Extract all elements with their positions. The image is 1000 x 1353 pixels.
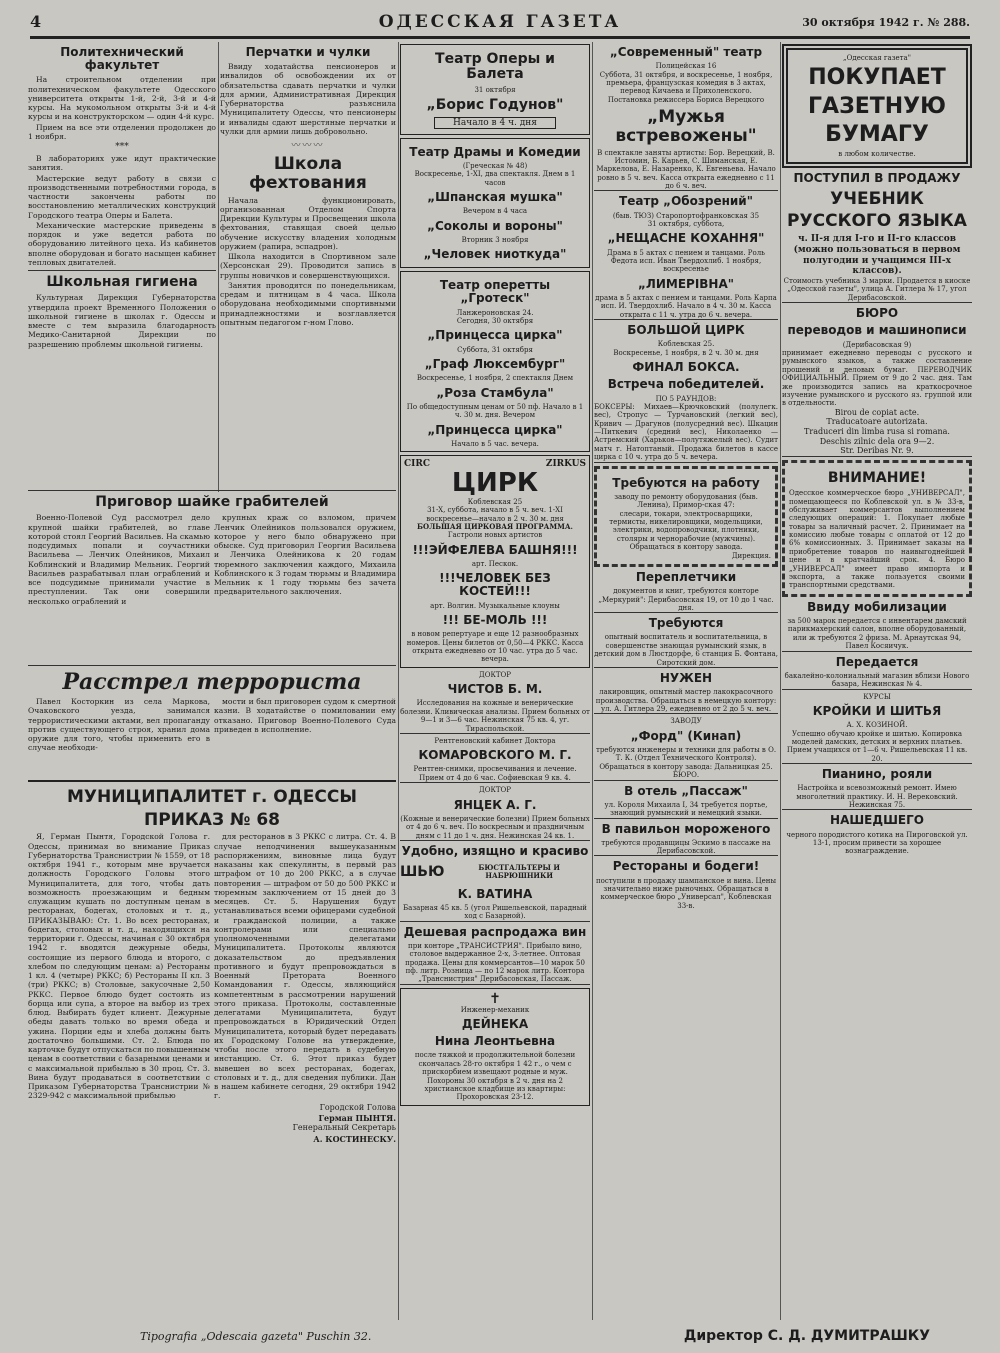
ad-textbook [782, 172, 972, 303]
show-title: „Шпанская мушка" [427, 189, 563, 204]
ad-universal-bureau [782, 460, 972, 597]
ad-title: Театр Оперы и Балета [435, 51, 555, 83]
ad-text: БОКСЕРЫ: Михаев—Крючковский (полулегк. вес), Стропус — Турчановский (легкий вес), Кривич — Драгунов (полусредний вес). Шкацин—Питкевич (средний вес), Николаенко — Астремский (Харьков—полутяжелый вес). Судит матч г. Натоптаный. Продажа билетов в кассе цирка с 10 ч. утра до 5 ч. вечера. [594, 402, 778, 462]
ad-text: БЮСТГАЛЬТЕРЫ И НАБРЮШНИКИ [478, 863, 560, 881]
ad-text: Стоимость учебника 3 марки. Продается в киоске „Одесской газеты", улица А. Гитлера № 17, угол Дерибасовской. [783, 277, 971, 302]
ad-text: Полицейская 16 [655, 62, 717, 71]
ad-text: ДОКТОР [479, 670, 511, 679]
show-title: „Роза Стамбула" [436, 385, 554, 400]
ad-text: БОЛЬШАЯ ЦИРКОВАЯ ПРОГРАММА. [417, 521, 573, 531]
ad-restaurants [594, 860, 778, 910]
ad-text: (Греческая № 48) [462, 161, 528, 170]
paragraph: Военно-Полевой Суд рассмотрел дело крупной шайки грабителей, во главе которой стоял Георгий Васильев. На скамью подсудимых попали и соучастники Васильева — Ленчик Олейников, Михаил Коблинский и Владимир Мельник. Георгий Васильев разрабатывал план ограблений и все подсудимые принимали участие в преступлении. Так они совершили несколько ограблений и [28, 513, 210, 606]
article-polytechnic [28, 46, 216, 267]
ad-text: „Одесская газета" [843, 54, 911, 62]
ad-title: Театр „Обозрений" [619, 194, 753, 209]
ad-title: В павильон мороженого [601, 821, 771, 836]
ad-jobs-factory [594, 466, 778, 567]
ad-text: Traduceri din limba rusa si romana. [804, 426, 950, 436]
article-title: Школа фехтования [249, 154, 367, 193]
ad-text: Traducatoare autorizata. [826, 417, 928, 427]
show-title: !!!ЧЕЛОВЕК БЕЗ КОСТЕЙ!!! [439, 571, 551, 599]
ad-text: Гастроли новых артистов [447, 531, 543, 540]
ad-text: арт. Пескок. [471, 559, 519, 568]
ad-title: РУССКОГО ЯЗЫКА [787, 211, 967, 232]
ad-title: ПОСТУПИЛ В ПРОДАЖУ [793, 171, 961, 186]
issue-date: 30 октября 1942 г. № 288. [802, 16, 970, 29]
ad-text: А. Х. КОЗИНОЙ. [846, 721, 908, 730]
ad-text: заводу по ремонту оборудования (быв. Ленина), Примор-ская 47: [614, 492, 758, 510]
show-title: „НЕЩАСНЕ КОХАННЯ" [607, 231, 765, 246]
ad-text: ZIRKUS [545, 459, 586, 470]
paragraph: крупных краж со взломом, причем Ленчик Олейников пользовался оружием, которое у него было обнаружено при обыске. Суд приговорил Георгия Васильева и Ленчика Олейникова к 20 годам тюремного заключения каждого, Михаила Коблинского к 3 годам тюрьмы и Владимира Мельник к 1 году тюрьмы без зачета предварительного заключения. [214, 513, 396, 597]
ad-text: В спектакле заняты артисты: Бор. Верецкий, В. Истомин, Б. Карьев, С. Шиманская, Е. Маркелова, Е. Назаренко, К. Евгеньева. Начало ровно в 5 ч. веч. Касса открыта ежедневно с 11 до 6 ч. веч. [596, 148, 776, 191]
ad-text: Вторник 3 ноября [461, 235, 529, 244]
ad-text: Успешно обучаю кройке и шитью. Копировка моделей дамских, детских и верхних платьев. Прием учащихся от 1—6 ч. Ришельевская 11 кв. 20. [786, 729, 968, 763]
ad-text: По общедоступным ценам от 50 пф. Начало в 1 ч. 30 м. дня. Вечером [406, 402, 584, 420]
ad-text: Постановка режиссера Бориса Верецкого [607, 95, 765, 104]
order-title: МУНИЦИПАЛИТЕТ г. ОДЕССЫ [67, 787, 357, 807]
ad-doctor-chistov [400, 671, 590, 734]
ad-text: 31-X, суббота, начало в 5 ч. веч. 1-XI воскресенье—начало в 2 ч. 30 м. дня [426, 506, 564, 523]
column-1 [28, 42, 216, 487]
article-robbers [28, 490, 396, 663]
ad-title: Переплетчики [635, 569, 737, 584]
ad-title: ЧИСТОВ Б. М. [447, 682, 543, 697]
ad-title: НУЖЕН [659, 671, 713, 686]
show-title: !!! БЕ-МОЛЬ !!! [442, 613, 548, 628]
ad-wine [400, 926, 590, 985]
ad-text: Исследования на кожные и венерические болезни. Кливическая анализы. Прием больных от 9—1 и 3—6 час. Нежинская 75 кв. 4, уг. Тираспольской. [400, 699, 590, 733]
signature-line: Генеральный Секретарь [292, 1123, 396, 1133]
paragraph: мости и был приговорен судом к смертной казни. В ходатайстве о помиловании ему отказано. Приговор Военно-Полевого Суда приведен в исполнение. [214, 697, 396, 734]
article-title: Политехнический факультет [60, 45, 184, 73]
obituary [400, 988, 590, 1106]
ad-text: ул. Короля Михаила I, 34 требуется портье, знающий румынский и немецкий языки. [604, 800, 768, 818]
ad-title: ЦИРК [451, 468, 539, 499]
ad-title: Театр Драмы и Комедии [409, 144, 581, 159]
show-title: „Принцесса цирка" [427, 422, 563, 437]
ad-doctor-yantsek [400, 786, 590, 841]
ad-text: после тяжкой и продолжительной болезни скончалась 28-го октября 1 42 г., о чем с прискорбием извещают родные и муж. Похороны 30 октября в 2 ч. дня на 2 христианское кладбище из квартиры: Прохоровская 23-12. [414, 1051, 576, 1102]
ad-title: Ввиду мобилизации [807, 599, 947, 614]
ad-text: Настройка и всевозможный ремонт. Имею многолетний практику. И. Н. Верековский. Нежинская 75. [796, 784, 958, 810]
director-line: Директор С. Д. ДУМИТРАШКУ [683, 1328, 930, 1344]
paragraph: В лабораториях уже идут практические занятия. [28, 154, 216, 173]
ad-text: драма в 5 актах с пением и танцами. Роль Карпа исп. И. Твердохлиб. Начало в 4 ч. 30 м. Касса открыта с 11 ч. утра до 6 ч. вечера. [595, 293, 777, 319]
ad-drama-theatre [400, 138, 590, 269]
ornament-divider: 〰〰〰 [291, 141, 325, 152]
order-signatures [214, 1103, 396, 1145]
show-title: „Мужья встревожены" [615, 107, 757, 146]
article-gloves [220, 46, 396, 136]
ad-title: Удобно, изящно и красиво [401, 844, 589, 859]
ad-text: документов и книг, требуются конторе „Меркурий": Дерибасовская 19, от 10 до 1 час. дня. [598, 587, 774, 612]
ad-text: Воскресенье, 1 ноября, в 2 ч. 30 м. дня [613, 348, 759, 357]
paragraph: Культурная Дирекция Губернаторства утвердила проект Временного Положения о школьной гигиене в школах г. Одессы и вместе с тем выразила благодарность Медико-Санитарной Дирекции по разрешению проблемы школьной гигиены. [28, 293, 216, 349]
ad-text: Воскресенье, 1-XI, два спектакля. Днем в 1 часов [414, 170, 576, 187]
ad-text: требуются продавщицы Эскимо в пассаже на Дерибасовской. [601, 838, 771, 856]
paragraph: Я, Герман Пынтя, Городской Голова г. Одессы, принимая во внимание Приказ Губернаторства Транснистрии № 1559, от 18 октября 1941 г., которым мне вручается должность Городского Головы этого Муниципалитета, для того, чтобы дать возможность проезжающим и бедным служащим кушать по доступным ценам в ресторанах, бодегах, столовых и т. д., ПРИКАЗЫВАЮ: Ст. 1. Во всех ресторанах, бодегах, столовых и т. д., находящихся на территории г. Одессы, начиная с 30 октября 1942 г. вводятся дежурные обеды, состоящие из первого блюда и второго, с хлебом по следующим ценам: а) Рестораны 1 кл. 4 (четыре) РККС; б) Рестораны II кл. 3 (три) РККС; в) Столовые, закусочные 2,50 РККС. Первое блюдо будет состоять из борща или супа, а второе на выбор из трех блюд. Выбирать будет клиент. Дежурные обеды давать только во время обеда и ужина. Порции еды и хлеба должны быть достаточно большими. Ст. 2. Блюда по карточке будут отпускаться по повышенным ценам в соответствии с базарными ценами и с максимальной прибылью в 30 проц. Ст. 3. Вина будут продаваться в соответствии с Приказом Губернаторства Транснистрии № 2329-942 с максимальной прибылью [28, 832, 210, 1101]
paragraph: Мастерские ведут работу в связи с производственными потребностями города, в частности закончены работы по восстановлению металлических конструкций Городского театра Оперы и Балета. [28, 173, 216, 220]
ad-title: переводов и машинописи [787, 323, 967, 338]
paragraph: На строительном отделении при политехническом факультете Одесского университета открыты 1-й, 2-й, 3-й и 4-й курсы. На мукомольном открыты 3-й и 4-й курсы и на конструкторском — один 4-й курс. [28, 75, 216, 122]
ad-text: ДОКТОР [479, 786, 511, 795]
ad-shop [782, 656, 972, 690]
ad-text: Обращаться в контору завода. [629, 543, 743, 552]
ad-sovremenny [594, 46, 778, 191]
article-title: Расстрел террориста [62, 669, 362, 695]
paragraph: для ресторанов в 3 РККС с литра. Ст. 4. В случае неподчинения вышеуказанным распоряжениям, виновные лица будут наказаны как спекулянты, в первый раз штрафом от 10 до 200 РККС, а в случае повторения — штрафом от 50 до 500 РККС и тюремным заключением от 15 дней до 3 месяцев. Ст. 5. Нарушения будут устанавливаться всеми офицерами судебной и гражданской полиции, а также контролерами или специально уполномоченными делегатами Муниципалитета. Протоколы являются доказательством до предъявления противного и будут препровождаться в Военный Претората Военного Командования г. Одессы, являющийся компетентным в рассмотрении нарушений этого приказа. Протоколы, составленные делегатами Муниципалитета, будут препровождаться в Юридический Отдел Муниципалитета, который будет передавать их Городскому Голове на утверждение, чтобы после этого передать в судебную инстанцию. Ст. 6. Этот приказ будет вывешен во всех ресторанах, бодегах, столовых и т. д., для сведения публики. Дан в нашем кабинете сегодня, 29 октября 1942 г. [214, 832, 396, 1101]
printer-imprint: Tipografia „Odescaia gazeta" Puschin 32. [140, 1330, 372, 1343]
article-title: Перчатки и чулки [245, 45, 371, 59]
column-rule [780, 42, 781, 1320]
ad-title: В отель „Пассаж" [624, 783, 748, 798]
paragraph: Ввиду ходатайства пенсионеров и инвалидов об освобождении их от обязательства сдавать перчатки и чулки для армии, Административная Дирекция Губернаторства разъяснила Муниципалитету Одессы, что пенсионеры и инвалиды сдают шерстяные перчатки и чулки для армии лишь добровольно. [220, 62, 396, 136]
ad-text: Ланжероновская 24. [456, 308, 534, 317]
municipal-order [28, 780, 396, 1322]
signature-line: Герман ПЫНТЯ. [318, 1113, 396, 1124]
ad-title: Театр оперетты „Гротеск" [439, 278, 551, 306]
ad-text: слесари, токари, электросварщики, термисты, никелировщики, модельщики, электрики, водопроводчики, плотники, столяры и чернорабочие (мужчины). [609, 509, 763, 543]
column-4 [594, 42, 778, 1320]
signature-line: А. КОСТИНЕСКУ. [313, 1133, 396, 1144]
ad-text: (Кожные и венерические болезни) Прием больных от 4 до 6 ч. веч. По воскресным и праздничным дням с 11 до 1 ч. дня. Нежинская 24 кв. 1. [400, 814, 590, 840]
ad-text: бакалейно-колониальный магазин вблизи Нового базара, Нежинская № 4. [784, 671, 970, 689]
ad-title: Требуются [648, 616, 724, 631]
article-title: Приговор шайке грабителей [95, 494, 329, 510]
show-title: „Соколы и вороны" [427, 218, 563, 233]
signature-line: Городской Голова [319, 1102, 396, 1112]
ad-text: черного породистого котика на Пироговской ул. 13-1, просим привести за хорошее вознаграждение. [786, 830, 968, 856]
ad-text: в любом количестве. [838, 149, 916, 158]
ad-bookbinders [594, 571, 778, 613]
ad-text: Birou de copiat acte. [834, 407, 920, 417]
ad-xray [400, 737, 590, 783]
ad-text: требуются инженеры и техники для работы в О. Т. К. (Отдел Технического Контроля). Обращаться в контору завода: Дальницкая 25. БЮРО. [595, 745, 777, 780]
ad-text: Вечером в 4 часа [462, 207, 528, 216]
show-title: Встреча победителей. [607, 377, 765, 392]
ad-title: ДЕЙНЕКА [461, 1017, 529, 1032]
ad-text: в новом репертуаре и еще 12 разнообразных номеров. Цены билетов от 0,50—4 РККС. Касса открыта ежедневно от 10 час. утра до 5 час. вечера. [406, 630, 584, 664]
ad-obozreniy [594, 195, 778, 320]
column-rule [592, 42, 593, 1320]
ad-title: КОМАРОВСКОГО М. Г. [418, 748, 572, 763]
ad-text: Суббота, 31 октября [457, 345, 533, 354]
ad-text: КУРСЫ [863, 692, 891, 701]
column-rule [398, 42, 399, 1320]
ad-text: Deschis zilnic dela ora 9—2. [819, 436, 935, 446]
ad-icecream [594, 823, 778, 857]
column-5 [782, 42, 972, 1320]
show-title: „ЛИМЕРІВНА" [637, 276, 735, 291]
article-fencing [220, 155, 396, 327]
ad-big-circus [594, 324, 778, 462]
ad-sewing-courses [782, 693, 972, 765]
ad-text: CIRC [404, 459, 431, 470]
ad-mobilization [782, 601, 972, 652]
ad-text: Одесское коммерческое бюро „УНИВЕРСАЛ", помещающееся по Коблевской ул. в № 33-в, обслуживает коммерсантов выполнением следующих операций: 1. Покупает любые товары за наличный расчет. 2. Принимает на комиссию любые товары с оплатой от 12 до 6% комиссионных. 3. Принимает заказы на приобретение товаров по наивыгоднейшей цене и в кратчайший срок. 4. Бюро „УНИВЕРСАЛ" имеет право импорта и экспорта, а также пользуется своими транспортными средствами. [789, 489, 965, 590]
show-title: „Граф Люксембург" [424, 357, 566, 371]
paragraph: Занятия проводятся по понедельникам, средам и пятницам в 4 часа. Школа оборудована необходимыми спортивными принадлежностями и возглавляется опытным педагогом г-ном Глово. [220, 280, 396, 327]
paragraph: Начала функционировать, организованная Отделом Спорта Дирекции Культуры и Просвещения школа фехтования, ставящая своей целью обучение искусству владения холодным оружием (рапира, эспадрон). [220, 195, 396, 251]
ad-buys-paper [782, 44, 972, 168]
ad-title: ГАЗЕТНУЮ [808, 93, 946, 119]
show-title: „Принцесса цирка" [427, 328, 563, 343]
ad-title: Пианино, рояли [821, 767, 933, 782]
ad-teachers [594, 617, 778, 668]
show-title: !!!ЭЙФЕЛЕВА БАШНЯ!!! [412, 542, 578, 557]
show-title: „Человек ниоткуда" [423, 247, 567, 262]
ad-text: Рентгеновский кабинет Доктора [434, 736, 556, 745]
ad-text: Начало в 4 ч. дня [434, 117, 556, 129]
ad-title: ПОКУПАЕТ [808, 65, 946, 91]
paragraph: Школа находится в Спортивном зале (Херсонская 29). Проводится запись в группы новичков и совершенствующихся. [220, 252, 396, 280]
show-title: „Борис Годунов" [426, 97, 564, 114]
column-rule [218, 42, 219, 492]
ad-title: Дешевая распродажа вин [403, 924, 587, 939]
ad-title: Требуются на работу [612, 475, 760, 490]
ad-text: арт. Волгин. Музыкальные клоуны [430, 601, 560, 610]
ad-text: 31 октября, суббота, [647, 220, 725, 229]
ad-operetta [400, 271, 590, 452]
page-footer [30, 1326, 970, 1348]
ad-text: лакировщик, опытный мастер лакокрасочного производства. Обращаться в немецкую контору: ул. А. Гитлера 29, ежедневно от 2 до 5 ч. веч. [595, 688, 777, 714]
ad-lost-cat [782, 814, 972, 855]
ad-title: БУМАГУ [825, 121, 929, 147]
cross-icon: ✝ [489, 990, 501, 1007]
ad-text: 31 октября [474, 85, 516, 94]
ad-text: Коблевская 25 [467, 497, 523, 506]
ad-text: Драма в 5 актах с пением и танцами. Роль Федота исп. Иван Твердохлиб. 1 ноября, воскресенье [607, 248, 765, 274]
ad-title: „Современный" театр [609, 45, 763, 59]
paragraph: Прием на все эти отделения продолжен до 1 ноября. [28, 122, 216, 141]
ad-hotel [594, 785, 778, 819]
ad-text: Сегодня, 30 октября [456, 317, 534, 326]
ad-text: Базарная 45 кв. 5 (угол Ришельевской, парадный ход с Базарной). [403, 903, 587, 921]
ad-text: принимает ежедневно переводы с русского и румынского языков, а также составление прошений и деловых бумаг. ПЕРЕВОДЧИК ОФИЦИАЛЬНЫЙ. Прием от 9 до 2 час. дня. Там же производится запись на краткосрочное изучение румынского и русского яз. группой или в отдельности. [782, 349, 972, 408]
ad-text: Str. Deribas Nr. 9. [840, 446, 914, 456]
ad-text: при конторе „ТРАНСИСТРИЯ". Прибыло вино, столовое выдержанное 2-х, 3-летнее. Оптовая продажа. Цены для коммерсантов—10 марок 50 пф. литр. Розница — по 12 марок литр. Контора „Транснистрия" Дерибасовская, Пассаж. [405, 941, 585, 984]
article-terrorist [28, 665, 396, 776]
ad-tailor [400, 845, 590, 922]
ad-title: КРОЙКИ И ШИТЬЯ [812, 703, 942, 718]
ad-text: Суббота, 31 октября, и воскресенье, 1 ноября, премьера, французская комедия в 3 актах, перевод Кичаева и Прихоленского. [599, 70, 773, 96]
ad-ford [594, 717, 778, 780]
ad-text: Дирекция. [731, 551, 771, 560]
ad-varnisher [594, 672, 778, 714]
order-number: ПРИКАЗ № 68 [144, 809, 280, 830]
article-title: Школьная гигиена [46, 274, 198, 291]
ad-text: Инженер-механик [460, 1005, 530, 1014]
paragraph: Механические мастерские приведены в порядок и уже ведется работа по оборудованию литейного цеха. Из кабинетов вполне оборудован и богато насыщен кабинет тепловых двигателей. [28, 220, 216, 267]
ad-text: опытный воспитатель и воспитательница, в совершенстве знающая румынский язык, в детский дом в Люстдорфе, 6 станция Б. Фонтана, Сиротский дом. [594, 633, 778, 667]
ad-text: (Дерибасовская 9) [842, 340, 912, 349]
masthead [30, 10, 970, 39]
ad-title: НАШЕДШЕГО [830, 813, 924, 828]
column-2 [220, 42, 396, 487]
ad-title: Нина Леонтьевна [434, 1034, 556, 1049]
ad-text: Рентген-снимки, просвечивания и лечение. Прием от 4 до 6 час. Софиевская 9 кв. 4. [413, 765, 577, 782]
separator-stars: *** [115, 142, 129, 153]
newspaper-title: ОДЕССКАЯ ГАЗЕТА [378, 12, 622, 32]
ad-text: Воскресенье, 1 ноября, 2 спектакля Днем [416, 374, 574, 383]
ad-title: ШЬЮ [400, 864, 445, 881]
ad-circus [400, 455, 590, 668]
ad-title: К. ВАТИНА [457, 886, 533, 901]
ad-text: ЗАВОДУ [670, 717, 702, 726]
ad-text: Начало в 5 час. вечера. [451, 439, 539, 448]
page-number: 4 [30, 12, 42, 31]
ad-text: ПО 5 РАУНДОВ: [655, 394, 717, 403]
ad-text: поступили в продажу шампанское и вина. Цены значительно ниже рыночных. Обращаться в коммерческое бюро „Универсал", Коблевская 33-в. [595, 876, 777, 910]
ad-title: БОЛЬШОЙ ЦИРК [627, 323, 745, 338]
ad-title: ВНИМАНИЕ! [827, 469, 927, 486]
paragraph: Павел Косторкин из села Маркова, Очаковского уезда, занимался террористическими актами, вел пропаганду против существующего строя, хранил дома оружие для того, чтобы применить его в случае необходи- [28, 697, 210, 753]
article-school-hygiene [28, 275, 216, 349]
ad-title: Рестораны и бодеги! [612, 859, 760, 874]
ad-text: ч. II-я для I-го и II-го классов (можно пользоваться в первом полугодии и учащимся III-х классов). [793, 233, 961, 277]
ad-title: БЮРО [855, 306, 899, 321]
ad-piano [782, 768, 972, 810]
ad-text: (быв. ТЮЗ) Старопортофранковская 35 [612, 211, 760, 220]
column-3 [400, 42, 590, 1320]
ad-title: Передается [835, 654, 919, 669]
ad-title: УЧЕБНИК [830, 188, 924, 209]
ad-title: ЯНЦЕК А. Г. [453, 797, 537, 812]
ad-translation-bureau [782, 307, 972, 456]
show-title: ФИНАЛ БОКСА. [632, 360, 740, 375]
ad-text: за 500 марок передается с инвентарем дамский парикмахерский салон, вполне оборудованный, или ж требуются 2 фриза. М. Арнаутская 94, Павел Косяичук. [787, 617, 967, 651]
divider [28, 270, 216, 271]
ad-title: „Форд" (Кинап) [630, 728, 742, 743]
ad-opera [400, 44, 590, 135]
ad-text: Коблевская 25. [657, 340, 715, 349]
